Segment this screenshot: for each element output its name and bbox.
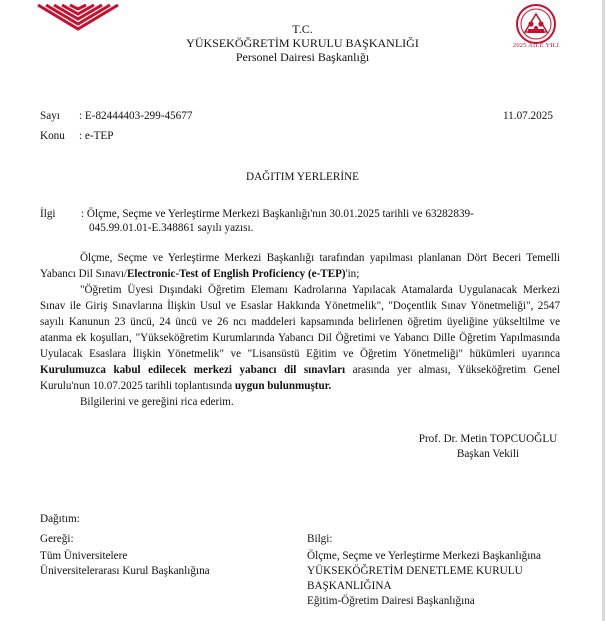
- emblem-caption: 2025 AİLE YILI: [512, 42, 560, 49]
- geregi-label: Gereği:: [40, 533, 74, 545]
- addressee: DAĞITIM YERLERİNE: [246, 171, 359, 183]
- paragraph-1: Ölçme, Seçme ve Yerleştirme Merkezi Başkanlığı tarafından yapılması planlanan Dört Beceri Temelli Yabancı Dil Sınavı/Electronic-Test of English Proficiency (e-TEP)'in;: [40, 252, 560, 280]
- bilgi-label: Bilgi:: [307, 533, 333, 545]
- letterhead: [0, 22, 605, 64]
- list-item: Tüm Üniversitelere: [40, 550, 128, 562]
- ilgi-label: İlgi: [40, 208, 56, 220]
- list-item: Üniversitelerarası Kurul Başkanlığına: [40, 565, 210, 577]
- konu-label: Konu: [40, 130, 65, 142]
- list-item: Ölçme, Seçme ve Yerleştirme Merkezi Başkanlığına: [307, 550, 541, 562]
- list-item: YÜKSEKÖĞRETİM DENETLEME KURULU: [307, 565, 523, 577]
- ilgi-text: : Ölçme, Seçme ve Yerleştirme Merkezi Başkanlığı'nın 30.01.2025 tarihli ve 63282839- 045.99.01.01-E.348861 sayılı yazısı.: [81, 208, 474, 234]
- header-tc: T.C.: [292, 22, 313, 36]
- konu-value: : e-TEP: [79, 130, 114, 142]
- list-item: BAŞKANLIĞINA: [307, 580, 392, 592]
- sayi-label: Sayı: [40, 110, 60, 122]
- header-department: Personel Dairesi Başkanlığı: [235, 50, 370, 64]
- signatory-title: Başkan Vekili: [456, 448, 520, 460]
- list-item: Eğitim-Öğretim Dairesi Başkanlığına: [307, 595, 475, 607]
- sayi-value: : E-82444403-299-45677: [79, 110, 193, 122]
- signature-block: [398, 432, 578, 462]
- document-date: 11.07.2025: [503, 110, 553, 122]
- bilgi-list: [307, 549, 541, 609]
- letter-body: [40, 250, 560, 410]
- geregi-list: [40, 549, 210, 579]
- header-institution: YÜKSEKÖĞRETİM KURULU BAŞKANLIĞI: [186, 36, 419, 50]
- paragraph-2: "Öğretim Üyesi Dışındaki Öğretim Elemanı Kadrolarına Yapılacak Atamalarda Uygulanacak Merkezi Sınav ile Giriş Sınavlarına İlişkin Usul ve Esaslar Hakkında Yönetmelik", "Doçentlik Sınav Yönetmeliği", 2547 sayılı Kanunun 23 üncü, 24 üncü ve 26 ncı maddeleri kapsamında belirlenen öğretim üyeliğine yükseltilme ve atanma ek koşulları, "Yükseköğretim Kurumlarında Yabancı Dil Öğretimi ve Yabancı Dille Öğretim Yapılmasında Uyulacak Esaslara İlişkin Yönetmelik" ve "Lisansüstü Eğitim ve Öğretim Yönetmeliği" hükümleri uyarınca Kurulumuzca kabul edilecek merkezi yabancı dil sınavları arasında yer alması, Yükseköğretim Genel Kurulu'nun 10.07.2025 tarihli toplantısında uygun bulunmuştur.: [40, 284, 560, 392]
- distribution-label: Dağıtım:: [40, 513, 80, 525]
- signatory-name: Prof. Dr. Metin TOPCUOĞLU: [418, 433, 558, 445]
- paragraph-3: Bilgilerini ve gereğini rica ederim.: [80, 396, 234, 408]
